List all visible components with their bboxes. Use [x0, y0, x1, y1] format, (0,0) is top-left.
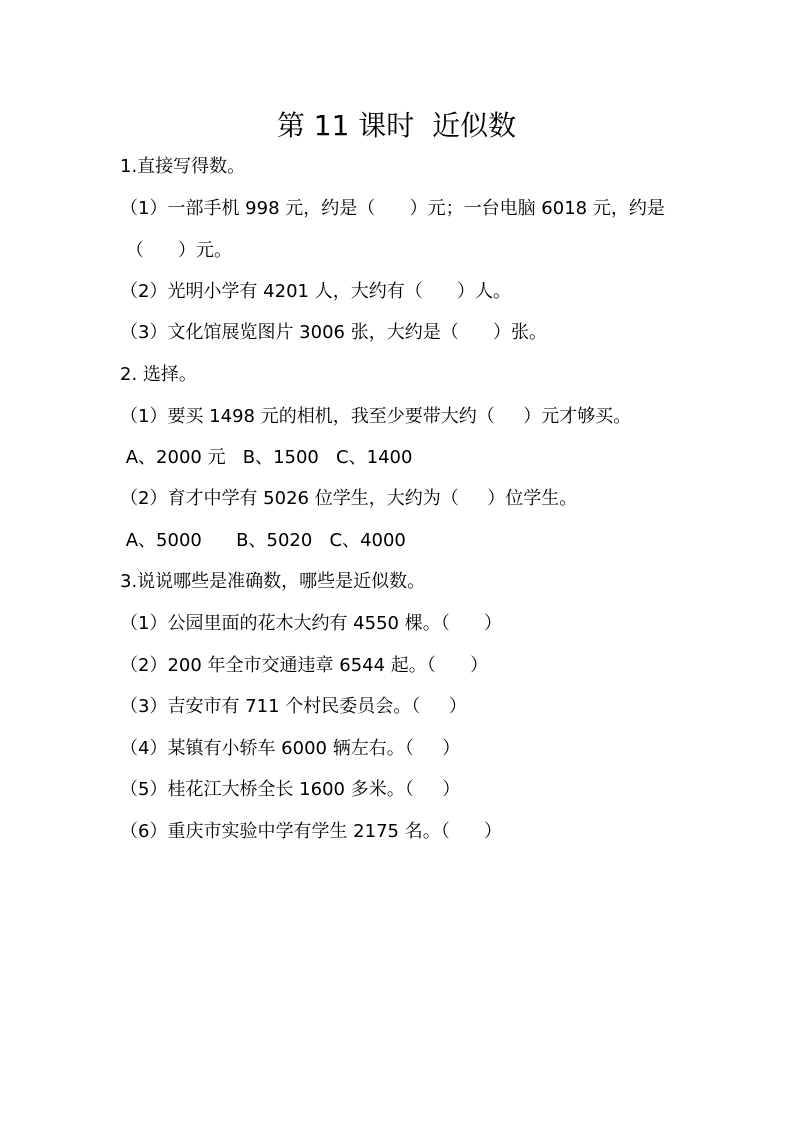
section-3-question-1: （1）公园里面的花木大约有 4550 棵。（ ） [120, 613, 503, 634]
section-1-question-1: （1）一部手机 998 元，约是（ ）元；一台电脑 6018 元，约是 [120, 198, 665, 219]
section-3-question-2: （2）200 年全市交通违章 6544 起。（ ） [120, 655, 489, 676]
section-2-question-1-options: A、2000 元 B、1500 C、1400 [120, 447, 413, 468]
section-1-question-3: （3）文化馆展览图片 3006 张，大约是（ ）张。 [120, 322, 548, 343]
section-1-question-1-cont: （ ）元。 [120, 240, 233, 261]
section-3-heading: 3.说说哪些是准确数，哪些是近似数。 [120, 571, 426, 592]
section-3-question-6: （6）重庆市实验中学有学生 2175 名。（ ） [120, 821, 503, 842]
section-2-question-2-options: A、5000 B、5020 C、4000 [120, 530, 406, 551]
section-3-question-3: （3）吉安市有 711 个村民委员会。（ ） [120, 696, 467, 717]
section-2-question-1: （1）要买 1498 元的相机，我至少要带大约（ ）元才够买。 [120, 406, 632, 427]
section-2-heading: 2. 选择。 [120, 364, 197, 385]
section-1-question-2: （2）光明小学有 4201 人，大约有（ ）人。 [120, 281, 512, 302]
section-3-question-4: （4）某镇有小轿车 6000 辆左右。（ ） [120, 738, 461, 759]
section-2-question-2: （2）育才中学有 5026 位学生，大约为（ ）位学生。 [120, 488, 578, 509]
page-title: 第 11 课时 近似数 [276, 109, 517, 142]
section-3-question-5: （5）桂花江大桥全长 1600 多米。（ ） [120, 779, 461, 800]
section-1-heading: 1.直接写得数。 [120, 156, 246, 177]
